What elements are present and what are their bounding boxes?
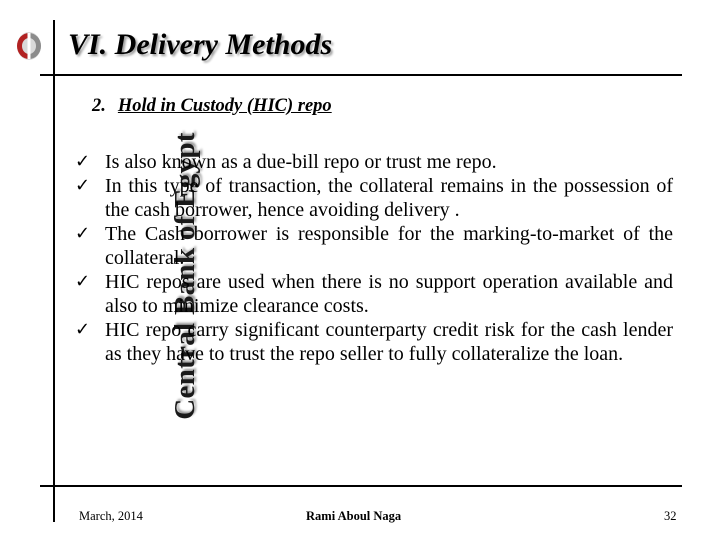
bullet-text: The Cash borrower is responsible for the marking-to-market of the collateral. [105, 223, 673, 269]
check-mark-icon: ✓ [75, 175, 91, 196]
bullet-item [73, 150, 673, 174]
page-number: 32 [664, 509, 677, 523]
section-heading-text: Hold in Custody (HIC) repo [117, 96, 332, 116]
bullet-text: Is also known as a due-bill repo or trust me repo. [105, 151, 497, 173]
footer-author: Rami Aboul Naga [306, 509, 402, 523]
check-mark-icon: ✓ [75, 223, 91, 244]
bullet-text: In this type of transaction, the collateral remains in the possession of the cash borrower, hence avoiding delivery . [105, 175, 673, 221]
section-heading [92, 96, 332, 117]
check-mark-icon: ✓ [75, 151, 91, 172]
footer-divider [40, 485, 682, 487]
bullet-item [73, 222, 673, 270]
check-mark-icon: ✓ [75, 319, 91, 340]
sidebar-org-name: Central Bank of Egypt [169, 132, 201, 420]
bullet-item [73, 318, 673, 366]
section-number: 2. [92, 96, 106, 116]
vertical-divider [53, 20, 55, 522]
bullet-text: HIC repo carry significant counterparty credit risk for the cash lender as they have to trust the repo seller to fully collateralize the loan. [105, 319, 673, 365]
bullet-text: HIC repos are used when there is no support operation available and also to minimize clearance costs. [105, 271, 673, 317]
check-mark-icon: ✓ [75, 271, 91, 292]
page-title: VI. Delivery Methods [68, 28, 333, 61]
header-divider [40, 74, 682, 76]
bullet-list [73, 150, 673, 366]
bullet-item [73, 270, 673, 318]
bullet-item [73, 174, 673, 222]
bank-logo-icon [14, 30, 44, 62]
footer-date: March, 2014 [79, 509, 143, 523]
